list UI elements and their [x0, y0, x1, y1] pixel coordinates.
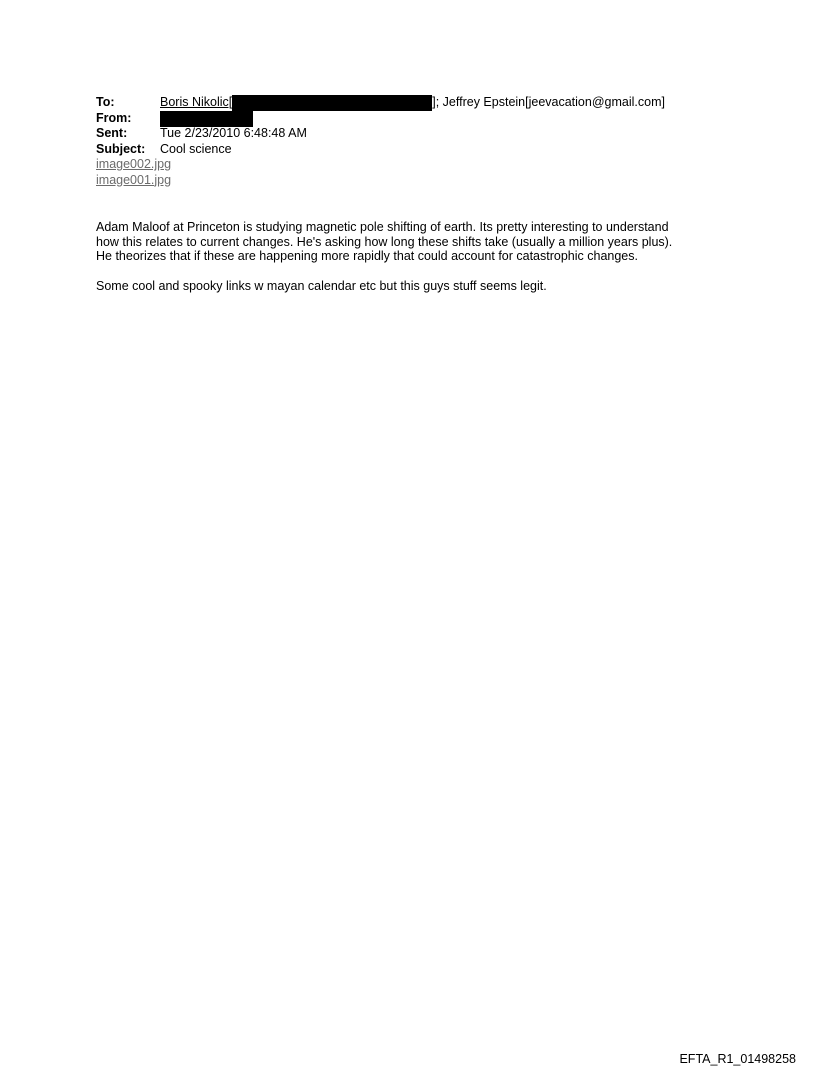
to-value — [160, 95, 665, 111]
sent-value: Tue 2/23/2010 6:48:48 AM — [160, 126, 307, 140]
to-recipient-name: Boris Nikolic[ — [160, 95, 233, 110]
email-body — [96, 220, 736, 308]
to-recipient-rest: ]; Jeffrey Epstein[jeevacation@gmail.com] — [432, 95, 665, 110]
subject-value: Cool science — [160, 141, 232, 156]
attachment-link-image002[interactable]: image002.jpg — [96, 157, 172, 171]
attachment-list — [96, 157, 665, 188]
to-redaction-block — [232, 95, 432, 111]
subject-row — [96, 142, 665, 158]
to-row — [96, 95, 665, 111]
body-paragraph-2: Some cool and spooky links w mayan calendar etc but this guys stuff seems legit. — [96, 278, 547, 293]
sent-label: Sent: — [96, 126, 128, 140]
email-header — [96, 95, 665, 188]
from-row — [96, 111, 665, 127]
from-redaction-block — [160, 111, 253, 127]
to-label: To: — [96, 95, 115, 109]
body-paragraph-1 — [96, 220, 736, 264]
sent-row — [96, 126, 665, 142]
body-line: how this relates to current changes. He's asking how long these shifts take (usually a million years plus). — [96, 234, 673, 249]
body-line: Adam Maloof at Princeton is studying magnetic pole shifting of earth. Its pretty interesting to understand — [96, 220, 669, 234]
from-label: From: — [96, 110, 132, 125]
body-line: He theorizes that if these are happening more rapidly that could account for catastrophic changes. — [96, 249, 638, 263]
from-value — [160, 111, 253, 127]
subject-label: Subject: — [96, 141, 146, 156]
document-id: EFTA_R1_01498258 — [679, 1052, 796, 1066]
attachment-link-image001[interactable]: image001.jpg — [96, 172, 172, 187]
